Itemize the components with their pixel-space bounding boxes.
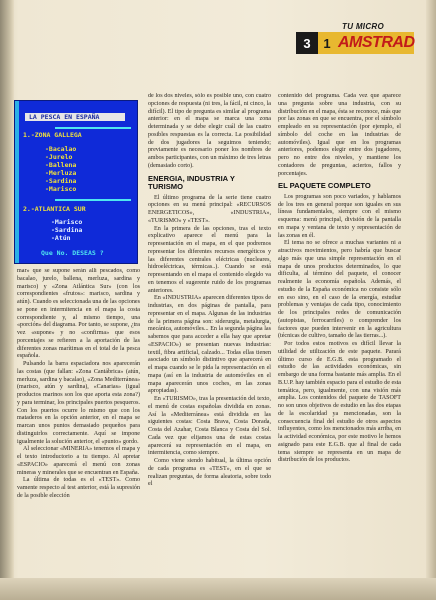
screen-line: -Sardina: [45, 177, 77, 185]
screen-line: -Ballena: [45, 161, 77, 169]
screen-line: -Merluza: [45, 169, 77, 177]
screen-line: -Bacalao: [45, 145, 77, 153]
section-heading: ENERGIA, INDUSTRIA Y TURISMO: [148, 173, 235, 192]
paragraph: En «TURISMO», tras la presentación del texto, el menú de costas españolas dividida en zonas. Así la «Mediterránea» está dividida en las siguientes costas: Costa Brava, Costa Dorada, Costa del Azahar, Costa Blanca y Costa del Sol. Cada vez que elijamos una de estas costas aparecerá su representación en el mapa, en intermitencia, como siempre.: [148, 396, 271, 457]
section-title: TU MICRO: [342, 22, 384, 31]
paragraph: El tema no se ofrece a muchas variantes ni a atractivos movimientos, pero habría que buscar algo más que una simple representación en el mapa de unos productos determinados, lo que dificulta, al término del paquete, el conocer realmente la economía española. Además, el estudio de la España económica no consiste sólo en eso sino, en el caso de la energía, estudiar problemas y ventajas de cada tipo, conocimiento de los principales redes de comunicación (autopistas, ferrocarriles) o comprender los factores que pueden intervenir en la agricultura (técnicas de cultivo, tamaño de las tierras...).: [278, 240, 401, 340]
paragraph: contenido del programa. Cada vez que aparece una pregunta sobre una industria, con su distribución en el mapa, ésta se reconoce, más que por las zonas en que se encuentra, por el símbolo empleado en su representación (por ejemplo, el símbolo del coche en las industrias de automóviles). Igual que en los programas anteriores, podemos elegir entre dos jugadores, pero no entre dos niveles, y mantiene los contadores de preguntas, aciertos, fallos y porcentajes.: [278, 93, 401, 177]
paragraph: Como viene siendo habitual, la última opción de cada programa es «TEST», en el que se realizan preguntas, de forma aleatoria, sobre todo el: [148, 458, 271, 488]
paragraph: mar» que se supone serán allí pescados, como bacalao, jurelo, ballena, merluza, sardina y marisco) y «Zona Atlántica Sur» (con los correspondientes «frutos»: marisco, sardina y atún). Cuando es seleccionada una de las opciones se pone en intermitencia en el mapa la costa correspondiente y, al mismo tiempo, una «porción» del diagrama. Por tanto, se supone, ¿tra vez «supone» y no «confirma» que esos porcentajes se refieren a la aportación de las diferentes zonas marítimas en el total de la pesca española.: [17, 268, 140, 360]
paragraph: Pulsando la barra espaciadora nos aparecerán las costas (que fallan: «Zona Cantábrica» (atún, merluza, sardina y bacalao), «Zona Mediterránea» (marisco, atún y sardina), «Canarias» (igual productos marinos son los que aporta esta zona?) y para terminar, los principales puertos pesqueros. Con los puertos ocurre lo mismo que con los mataderos en la opción anterior, en el mapa se marcan unos puntos demasiado pequeños para distinguirlos correctamente. Aquí se impone igualmente la solución anterior, el «punto» gordo.: [17, 361, 140, 445]
page-number-digit-1: 3: [296, 32, 318, 54]
screen-prompt: Que No. DESEAS ?: [41, 249, 104, 257]
text-column-1: [17, 268, 140, 588]
page-spine: [0, 0, 14, 600]
screen-rule: [55, 199, 131, 201]
paragraph: Por todos estos motivos es difícil llevar la utilidad de utilización de este paquete. Parará último curso de E.G.B. esta programado el estudio de las actividades económicas, sin embargo de una forma bastante más amplia. En el B.U.P. hay también espacio para el estudio de esta temática, pero, igualmente, con una visión más amplia. Los contenidos del paquete de TASOFT no son unos objetivos de estudio en las dos etapas de la escolaridad ya mencionadas, son la consecuencia final del estudio de otros aspectos influyentes, como los mencionados más arriba, en la actividad económica, por este motivo le hemos asignado para este E.G.B. que al final de cada tema siempre se representa en un mapa de distribución de los productos.: [278, 341, 401, 464]
text-column-2: [148, 93, 271, 590]
screen-rule: [55, 127, 131, 129]
screen-line: -Marisco: [51, 218, 83, 226]
screen-border: [15, 101, 19, 263]
paragraph: El último programa de la serie tiene cuatro opciones en su menú principal: «RECURSOS ENERGETICOS», «INDUSTRIA», «TURISMO» y «TEST».: [148, 194, 271, 224]
paragraph: En «INDUSTRIA» aparecen diferentes tipos de industrias, en dos páginas de pantalla, para representar en el mapa. Algunas de las industrias de la primera página son: siderurgia, metalurgia, mecánica, automóviles... En la segunda página las sabemos que para acceder a ella hay que apretar «ESPACIO») se presentan nuevas industrias: textil, fibra artificial, calzado... Todas ellas tienen asociado un símbolo distintivo que aparecerá en el mapa cuando se le pida la representación en el mapa (así en la industria de automóviles en el mapa aparecerán unos coches, en las zonas apropiadas).: [148, 295, 271, 395]
screen-line: -Sardina: [51, 226, 83, 234]
paragraph: Los programas son poco variados, y hablamos de los tres en general porque son iguales en sus líneas fundamentales, siempre con el mismo esquema: menú principal, división de la pantalla en mapa y ventana de texto y representación de las zonas en él.: [278, 193, 401, 239]
section-heading: EL PAQUETE COMPLETO: [278, 181, 371, 191]
program-screenshot: [14, 100, 138, 264]
paragraph: de los dos niveles, sólo es posible uno, con cuatro opciones de respuesta (ni tres, la fácil, ni cinco, la difícil). El tipo de pregunta es similar al programa anterior: en el mapa se marca una zona determinada y se debe elegir cuál de las cuatro posibles respuestas es la correcta. La posibilidad de dos jugadores la seguimos teniendo; previamente es necesario poner los nombres de ambos participantes, con un máximo de tres letras (demasiado corto).: [148, 93, 271, 169]
paragraph: En la primera de las opciones, tras el texto explicativo aparece el menú para la representación en el mapa, en el que podremos representar los diferentes recursos energéticos y las diferentes centrales eléctricas (nucleares, hidroeléctricas, térmicas..). Cuando se está representando en el mapa el contenido elegido va en tenemos el sugerente ruido de los programas anteriores.: [148, 225, 271, 294]
text-column-3: [278, 93, 401, 590]
screen-line: -Atún: [51, 234, 71, 242]
screen-line: 2.-ATLANTICA SUR: [23, 205, 86, 213]
paragraph: Al seleccionar «MINERIA» tenemos el mapa y el texto introductorio a tu tiempo. Al apretar «ESPACIO» aparecerá el menú con zonas mineras y minerales que se encuentran en España.: [17, 446, 140, 476]
screen-line: LA PESCA EN ESPAÑA: [29, 113, 100, 121]
page-number-digit-2: 1: [318, 32, 336, 54]
screen-line: -Jurelo: [45, 153, 73, 161]
screen-line: 1.-ZONA GALLEGA: [23, 131, 82, 139]
screen-line: -Marisco: [45, 185, 77, 193]
page-header: [296, 22, 414, 62]
paragraph: La última de todas es el «TEST». Como vamente respecto al test anterior, está la supresión de la posible elección: [17, 477, 140, 499]
magazine-brand: AMSTRAD: [338, 34, 415, 51]
page-edge: [426, 0, 436, 600]
